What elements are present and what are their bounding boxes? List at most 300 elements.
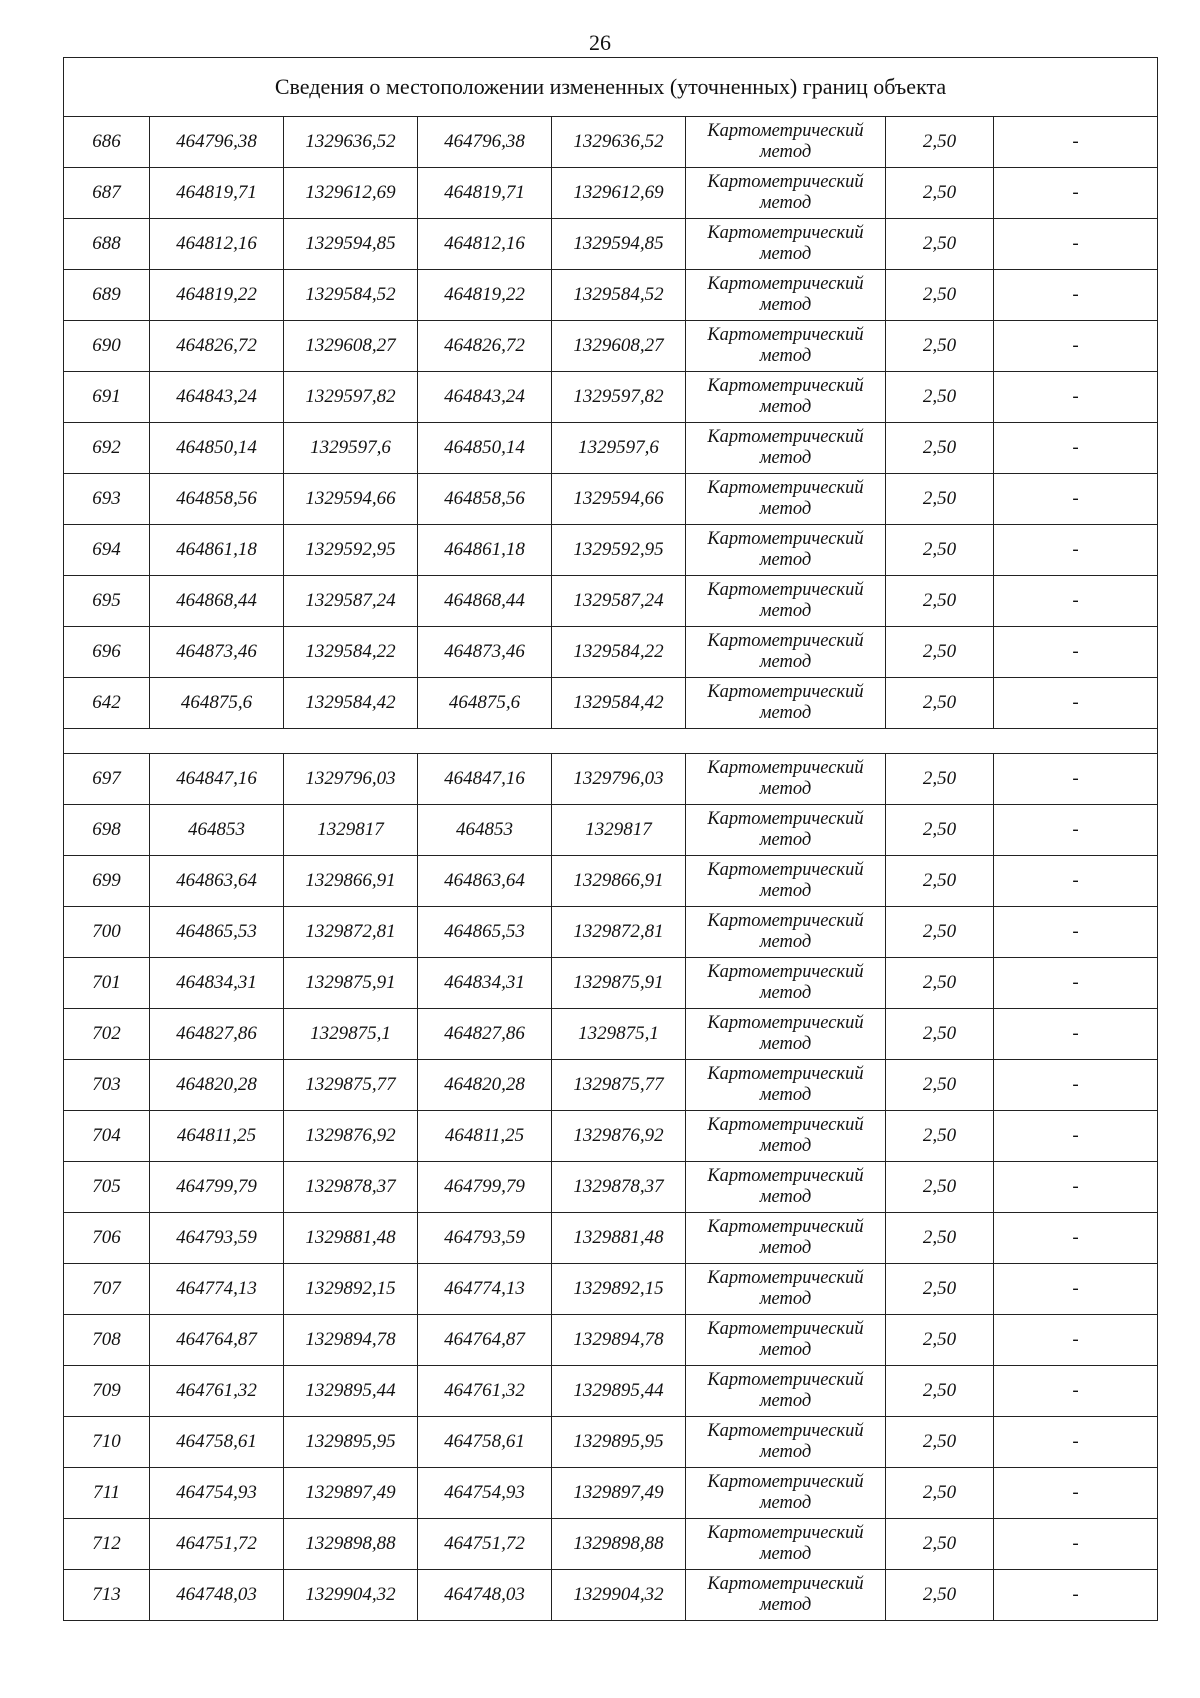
note-cell: - [994,117,1158,168]
method-cell [686,474,886,525]
note-cell: - [994,423,1158,474]
existing-x-cell: 464850,14 [150,423,284,474]
accuracy-cell: 2,50 [886,576,994,627]
refined-x-cell: 464774,13 [418,1264,552,1315]
method-cell [686,856,886,907]
refined-y-cell: 1329587,24 [552,576,686,627]
note-cell: - [994,219,1158,270]
existing-y-cell: 1329597,6 [284,423,418,474]
note-cell: - [994,1213,1158,1264]
point-number-cell: 698 [64,805,150,856]
accuracy-cell: 2,50 [886,805,994,856]
table-row [64,219,1158,270]
accuracy-cell: 2,50 [886,678,994,729]
point-number-cell: 699 [64,856,150,907]
note-cell: - [994,321,1158,372]
existing-y-cell: 1329897,49 [284,1468,418,1519]
existing-y-cell: 1329904,32 [284,1570,418,1621]
method-line-2: метод [759,652,812,672]
method-line-1: Картометрический [707,1472,864,1492]
method-line-2: метод [759,1238,812,1258]
refined-y-cell: 1329636,52 [552,117,686,168]
accuracy-cell: 2,50 [886,958,994,1009]
accuracy-cell: 2,50 [886,627,994,678]
existing-x-cell: 464861,18 [150,525,284,576]
table-row [64,321,1158,372]
point-number-cell: 710 [64,1417,150,1468]
existing-y-cell: 1329895,95 [284,1417,418,1468]
refined-x-cell: 464861,18 [418,525,552,576]
method-cell [686,1315,886,1366]
table-title: Сведения о местоположении измененных (уточненных) границ объекта [64,58,1158,117]
refined-x-cell: 464754,93 [418,1468,552,1519]
existing-y-cell: 1329894,78 [284,1315,418,1366]
table-row [64,1009,1158,1060]
method-cell [686,1060,886,1111]
method-cell [686,423,886,474]
note-cell: - [994,805,1158,856]
method-line-1: Картометрический [707,1319,864,1339]
table-row [64,856,1158,907]
method-cell [686,627,886,678]
accuracy-cell: 2,50 [886,1366,994,1417]
refined-x-cell: 464863,64 [418,856,552,907]
refined-y-cell: 1329592,95 [552,525,686,576]
refined-y-cell: 1329597,82 [552,372,686,423]
existing-x-cell: 464826,72 [150,321,284,372]
table-row [64,1570,1158,1621]
refined-x-cell: 464819,22 [418,270,552,321]
method-line-2: метод [759,1289,812,1309]
method-cell [686,525,886,576]
method-line-2: метод [759,1544,812,1564]
existing-x-cell: 464793,59 [150,1213,284,1264]
existing-x-cell: 464853 [150,805,284,856]
refined-x-cell: 464819,71 [418,168,552,219]
method-line-1: Картометрический [707,1064,864,1084]
note-cell: - [994,1060,1158,1111]
point-number-cell: 691 [64,372,150,423]
note-cell: - [994,576,1158,627]
method-line-2: метод [759,779,812,799]
table-row [64,678,1158,729]
method-line-1: Картометрический [707,478,864,498]
refined-x-cell: 464812,16 [418,219,552,270]
method-cell [686,117,886,168]
refined-y-cell: 1329817 [552,805,686,856]
table-row [64,1366,1158,1417]
existing-y-cell: 1329597,82 [284,372,418,423]
method-line-1: Картометрический [707,376,864,396]
refined-y-cell: 1329897,49 [552,1468,686,1519]
point-number-cell: 705 [64,1162,150,1213]
note-cell: - [994,372,1158,423]
point-number-cell: 702 [64,1009,150,1060]
note-cell: - [994,1417,1158,1468]
existing-x-cell: 464865,53 [150,907,284,958]
refined-y-cell: 1329597,6 [552,423,686,474]
note-cell: - [994,754,1158,805]
accuracy-cell: 2,50 [886,1264,994,1315]
accuracy-cell: 2,50 [886,474,994,525]
accuracy-cell: 2,50 [886,423,994,474]
method-cell [686,321,886,372]
method-line-1: Картометрический [707,325,864,345]
method-line-1: Картометрический [707,529,864,549]
method-line-2: метод [759,1085,812,1105]
refined-y-cell: 1329594,66 [552,474,686,525]
existing-y-cell: 1329594,66 [284,474,418,525]
method-line-1: Картометрический [707,1421,864,1441]
table-row [64,627,1158,678]
table-row [64,1519,1158,1570]
method-cell [686,1519,886,1570]
refined-y-cell: 1329875,1 [552,1009,686,1060]
method-line-2: метод [759,830,812,850]
table-row [64,1060,1158,1111]
note-cell: - [994,1264,1158,1315]
point-number-cell: 707 [64,1264,150,1315]
method-line-2: метод [759,142,812,162]
method-cell [686,805,886,856]
note-cell: - [994,907,1158,958]
method-line-1: Картометрический [707,809,864,829]
method-cell [686,754,886,805]
existing-y-cell: 1329876,92 [284,1111,418,1162]
note-cell: - [994,1570,1158,1621]
method-cell [686,907,886,958]
note-cell: - [994,627,1158,678]
method-cell [686,1162,886,1213]
method-line-2: метод [759,244,812,264]
note-cell: - [994,1111,1158,1162]
accuracy-cell: 2,50 [886,907,994,958]
accuracy-cell: 2,50 [886,1417,994,1468]
method-line-2: метод [759,448,812,468]
point-number-cell: 711 [64,1468,150,1519]
refined-y-cell: 1329608,27 [552,321,686,372]
table-row [64,1264,1158,1315]
refined-y-cell: 1329875,91 [552,958,686,1009]
method-line-2: метод [759,983,812,1003]
accuracy-cell: 2,50 [886,1315,994,1366]
method-line-2: метод [759,1595,812,1615]
method-line-2: метод [759,499,812,519]
method-cell [686,372,886,423]
refined-y-cell: 1329895,95 [552,1417,686,1468]
refined-y-cell: 1329876,92 [552,1111,686,1162]
method-line-2: метод [759,295,812,315]
method-cell [686,1264,886,1315]
note-cell: - [994,678,1158,729]
refined-x-cell: 464858,56 [418,474,552,525]
existing-y-cell: 1329594,85 [284,219,418,270]
existing-x-cell: 464843,24 [150,372,284,423]
existing-y-cell: 1329895,44 [284,1366,418,1417]
existing-x-cell: 464774,13 [150,1264,284,1315]
table-row [64,1315,1158,1366]
table-row [64,474,1158,525]
existing-x-cell: 464820,28 [150,1060,284,1111]
point-number-cell: 701 [64,958,150,1009]
existing-x-cell: 464819,71 [150,168,284,219]
refined-y-cell: 1329796,03 [552,754,686,805]
refined-y-cell: 1329895,44 [552,1366,686,1417]
note-cell: - [994,1009,1158,1060]
existing-x-cell: 464811,25 [150,1111,284,1162]
point-number-cell: 695 [64,576,150,627]
existing-y-cell: 1329878,37 [284,1162,418,1213]
accuracy-cell: 2,50 [886,1009,994,1060]
refined-x-cell: 464793,59 [418,1213,552,1264]
refined-y-cell: 1329904,32 [552,1570,686,1621]
refined-x-cell: 464826,72 [418,321,552,372]
method-cell [686,678,886,729]
point-number-cell: 692 [64,423,150,474]
method-line-2: метод [759,703,812,723]
accuracy-cell: 2,50 [886,1111,994,1162]
existing-x-cell: 464748,03 [150,1570,284,1621]
method-cell [686,1366,886,1417]
method-cell [686,1213,886,1264]
refined-y-cell: 1329872,81 [552,907,686,958]
accuracy-cell: 2,50 [886,270,994,321]
point-number-cell: 706 [64,1213,150,1264]
group-separator [64,729,1158,754]
accuracy-cell: 2,50 [886,1060,994,1111]
existing-x-cell: 464819,22 [150,270,284,321]
existing-y-cell: 1329898,88 [284,1519,418,1570]
refined-x-cell: 464761,32 [418,1366,552,1417]
accuracy-cell: 2,50 [886,1570,994,1621]
method-line-1: Картометрический [707,172,864,192]
refined-y-cell: 1329898,88 [552,1519,686,1570]
method-line-1: Картометрический [707,1268,864,1288]
point-number-cell: 697 [64,754,150,805]
existing-x-cell: 464761,32 [150,1366,284,1417]
point-number-cell: 712 [64,1519,150,1570]
point-number-cell: 703 [64,1060,150,1111]
method-line-1: Картометрический [707,1523,864,1543]
method-line-2: метод [759,1493,812,1513]
refined-x-cell: 464799,79 [418,1162,552,1213]
refined-x-cell: 464764,87 [418,1315,552,1366]
method-line-1: Картометрический [707,1574,864,1594]
refined-y-cell: 1329612,69 [552,168,686,219]
method-line-1: Картометрический [707,860,864,880]
point-number-cell: 686 [64,117,150,168]
existing-y-cell: 1329817 [284,805,418,856]
existing-y-cell: 1329584,22 [284,627,418,678]
existing-y-cell: 1329796,03 [284,754,418,805]
existing-x-cell: 464758,61 [150,1417,284,1468]
note-cell: - [994,270,1158,321]
point-number-cell: 690 [64,321,150,372]
refined-y-cell: 1329878,37 [552,1162,686,1213]
table-row [64,958,1158,1009]
method-line-1: Картометрический [707,682,864,702]
refined-y-cell: 1329894,78 [552,1315,686,1366]
accuracy-cell: 2,50 [886,754,994,805]
refined-y-cell: 1329866,91 [552,856,686,907]
refined-x-cell: 464796,38 [418,117,552,168]
table-row [64,117,1158,168]
method-line-2: метод [759,932,812,952]
refined-x-cell: 464853 [418,805,552,856]
method-line-1: Картометрический [707,758,864,778]
point-number-cell: 642 [64,678,150,729]
table-row [64,907,1158,958]
existing-y-cell: 1329636,52 [284,117,418,168]
accuracy-cell: 2,50 [886,856,994,907]
refined-x-cell: 464868,44 [418,576,552,627]
method-line-2: метод [759,881,812,901]
existing-x-cell: 464873,46 [150,627,284,678]
table-row [64,1162,1158,1213]
method-line-2: метод [759,1340,812,1360]
refined-y-cell: 1329875,77 [552,1060,686,1111]
method-line-1: Картометрический [707,427,864,447]
point-number-cell: 693 [64,474,150,525]
refined-x-cell: 464873,46 [418,627,552,678]
method-line-2: метод [759,193,812,213]
refined-x-cell: 464758,61 [418,1417,552,1468]
method-cell [686,1111,886,1162]
point-number-cell: 713 [64,1570,150,1621]
accuracy-cell: 2,50 [886,117,994,168]
accuracy-cell: 2,50 [886,321,994,372]
table-row [64,576,1158,627]
refined-x-cell: 464843,24 [418,372,552,423]
table-row [64,805,1158,856]
existing-x-cell: 464847,16 [150,754,284,805]
point-number-cell: 709 [64,1366,150,1417]
existing-x-cell: 464812,16 [150,219,284,270]
method-cell [686,576,886,627]
existing-y-cell: 1329875,77 [284,1060,418,1111]
method-cell [686,1570,886,1621]
existing-x-cell: 464796,38 [150,117,284,168]
method-line-2: метод [759,1391,812,1411]
accuracy-cell: 2,50 [886,1519,994,1570]
refined-y-cell: 1329881,48 [552,1213,686,1264]
existing-x-cell: 464863,64 [150,856,284,907]
accuracy-cell: 2,50 [886,525,994,576]
refined-y-cell: 1329892,15 [552,1264,686,1315]
existing-x-cell: 464834,31 [150,958,284,1009]
note-cell: - [994,168,1158,219]
existing-y-cell: 1329584,42 [284,678,418,729]
table-row [64,1468,1158,1519]
boundary-coordinates-table [63,57,1158,1621]
accuracy-cell: 2,50 [886,372,994,423]
note-cell: - [994,525,1158,576]
note-cell: - [994,856,1158,907]
existing-y-cell: 1329608,27 [284,321,418,372]
point-number-cell: 708 [64,1315,150,1366]
method-line-1: Картометрический [707,631,864,651]
refined-x-cell: 464751,72 [418,1519,552,1570]
method-cell [686,1009,886,1060]
method-line-1: Картометрический [707,962,864,982]
existing-y-cell: 1329875,1 [284,1009,418,1060]
note-cell: - [994,958,1158,1009]
existing-x-cell: 464799,79 [150,1162,284,1213]
note-cell: - [994,1468,1158,1519]
accuracy-cell: 2,50 [886,219,994,270]
note-cell: - [994,474,1158,525]
table-row [64,423,1158,474]
existing-x-cell: 464868,44 [150,576,284,627]
refined-x-cell: 464811,25 [418,1111,552,1162]
method-line-1: Картометрический [707,1013,864,1033]
table-title-row [64,58,1158,117]
method-cell [686,168,886,219]
point-number-cell: 688 [64,219,150,270]
existing-x-cell: 464875,6 [150,678,284,729]
method-line-1: Картометрический [707,1115,864,1135]
existing-y-cell: 1329875,91 [284,958,418,1009]
accuracy-cell: 2,50 [886,168,994,219]
existing-x-cell: 464764,87 [150,1315,284,1366]
method-line-1: Картометрический [707,1370,864,1390]
existing-y-cell: 1329587,24 [284,576,418,627]
accuracy-cell: 2,50 [886,1162,994,1213]
table-row [64,754,1158,805]
note-cell: - [994,1519,1158,1570]
method-cell [686,1417,886,1468]
accuracy-cell: 2,50 [886,1468,994,1519]
point-number-cell: 700 [64,907,150,958]
refined-x-cell: 464850,14 [418,423,552,474]
table-row [64,1213,1158,1264]
method-line-2: метод [759,1034,812,1054]
method-line-2: метод [759,1187,812,1207]
page-number: 26 [589,30,611,55]
method-line-1: Картометрический [707,580,864,600]
existing-y-cell: 1329872,81 [284,907,418,958]
refined-y-cell: 1329594,85 [552,219,686,270]
refined-x-cell: 464865,53 [418,907,552,958]
method-line-1: Картометрический [707,1166,864,1186]
method-cell [686,270,886,321]
method-line-1: Картометрический [707,274,864,294]
refined-x-cell: 464820,28 [418,1060,552,1111]
point-number-cell: 689 [64,270,150,321]
method-line-1: Картометрический [707,121,864,141]
point-number-cell: 704 [64,1111,150,1162]
existing-y-cell: 1329892,15 [284,1264,418,1315]
method-cell [686,219,886,270]
refined-y-cell: 1329584,22 [552,627,686,678]
refined-x-cell: 464875,6 [418,678,552,729]
existing-y-cell: 1329881,48 [284,1213,418,1264]
note-cell: - [994,1162,1158,1213]
table-body [64,58,1158,1621]
point-number-cell: 687 [64,168,150,219]
existing-x-cell: 464751,72 [150,1519,284,1570]
table-row [64,525,1158,576]
point-number-cell: 694 [64,525,150,576]
method-line-2: метод [759,397,812,417]
refined-x-cell: 464748,03 [418,1570,552,1621]
refined-y-cell: 1329584,42 [552,678,686,729]
method-line-1: Картометрический [707,223,864,243]
method-line-1: Картометрический [707,1217,864,1237]
method-line-2: метод [759,346,812,366]
table-row [64,1417,1158,1468]
table-row [64,270,1158,321]
